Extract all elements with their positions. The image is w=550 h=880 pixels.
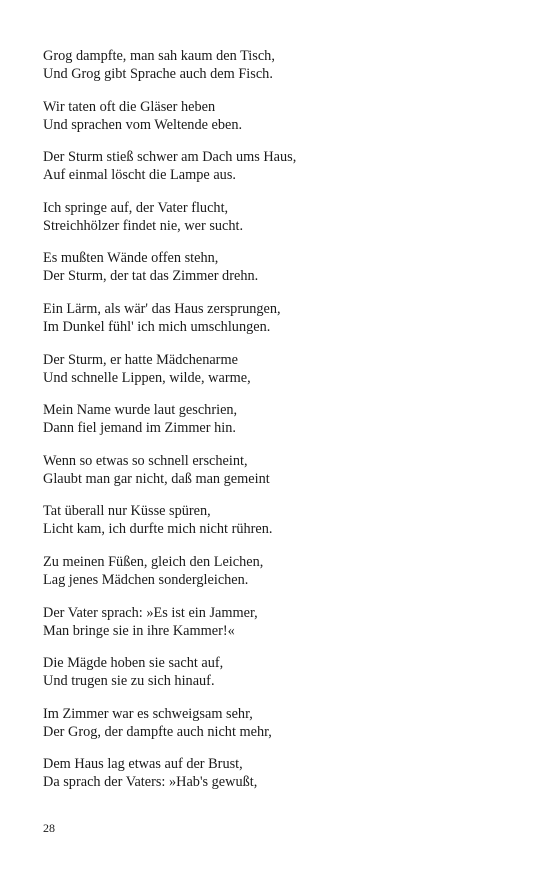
- verse-line: Im Zimmer war es schweigsam sehr,: [43, 705, 253, 722]
- stanza: [43, 553, 513, 604]
- verse-line: Zu meinen Füßen, gleich den Leichen,: [43, 553, 264, 570]
- page-number: 28: [43, 821, 55, 835]
- verse-line: Grog dampfte, man sah kaum den Tisch,: [43, 48, 275, 64]
- poem: [43, 47, 513, 806]
- stanza: [43, 199, 513, 250]
- verse-line: Es mußten Wände offen stehn,: [43, 250, 219, 267]
- verse-line: Man bringe sie in ihre Kammer!«: [43, 622, 235, 639]
- stanza: [43, 705, 513, 756]
- verse-line: Der Sturm, er hatte Mädchenarme: [43, 351, 238, 368]
- stanza: [43, 401, 513, 452]
- stanza: [43, 654, 513, 705]
- verse-line: Tat überall nur Küsse spüren,: [43, 503, 211, 520]
- verse-line: Dann fiel jemand im Zimmer hin.: [43, 420, 236, 437]
- verse-line: Und trugen sie zu sich hinauf.: [43, 673, 215, 690]
- verse-line: Dem Haus lag etwas auf der Brust,: [43, 756, 243, 773]
- verse-line: Der Grog, der dampfte auch nicht mehr,: [43, 723, 272, 740]
- stanza: [43, 249, 513, 300]
- verse-line: Im Dunkel fühl' ich mich umschlungen.: [43, 318, 271, 335]
- verse-line: Ich springe auf, der Vater flucht,: [43, 199, 229, 216]
- stanza: [43, 47, 513, 98]
- verse-line: Der Sturm stieß schwer am Dach ums Haus,: [43, 149, 297, 166]
- verse-line: Die Mägde hoben sie sacht auf,: [43, 655, 224, 672]
- verse-line: Der Vater sprach: »Es ist ein Jammer,: [43, 604, 258, 621]
- verse-line: Wenn so etwas so schnell erscheint,: [43, 452, 248, 469]
- verse-line: Ein Lärm, als wär' das Haus zersprungen,: [43, 300, 281, 317]
- stanza: [43, 300, 513, 351]
- verse-line: Streichhölzer findet nie, wer sucht.: [43, 217, 244, 234]
- stanza: [43, 98, 513, 149]
- verse-line: Lag jenes Mädchen sondergleichen.: [43, 571, 249, 588]
- verse-line: Glaubt man gar nicht, daß man gemeint: [43, 470, 270, 487]
- verse-line: Wir taten oft die Gläser heben: [43, 98, 216, 115]
- verse-line: Mein Name wurde laut geschrien,: [43, 402, 238, 419]
- stanza: [43, 452, 513, 503]
- stanza: [43, 604, 513, 655]
- verse-line: Da sprach der Vaters: »Hab's gewußt,: [43, 774, 258, 791]
- verse-line: Und sprachen vom Weltende eben.: [43, 116, 243, 133]
- stanza: [43, 148, 513, 199]
- verse-line: Auf einmal löscht die Lampe aus.: [43, 167, 236, 184]
- verse-line: Und Grog gibt Sprache auch dem Fisch.: [43, 66, 273, 82]
- stanza: [43, 351, 513, 402]
- verse-line: Und schnelle Lippen, wilde, warme,: [43, 369, 251, 386]
- stanza: [43, 502, 513, 553]
- verse-line: Der Sturm, der tat das Zimmer drehn.: [43, 268, 259, 285]
- verse-line: Licht kam, ich durfte mich nicht rühren.: [43, 521, 273, 538]
- stanza: [43, 755, 513, 806]
